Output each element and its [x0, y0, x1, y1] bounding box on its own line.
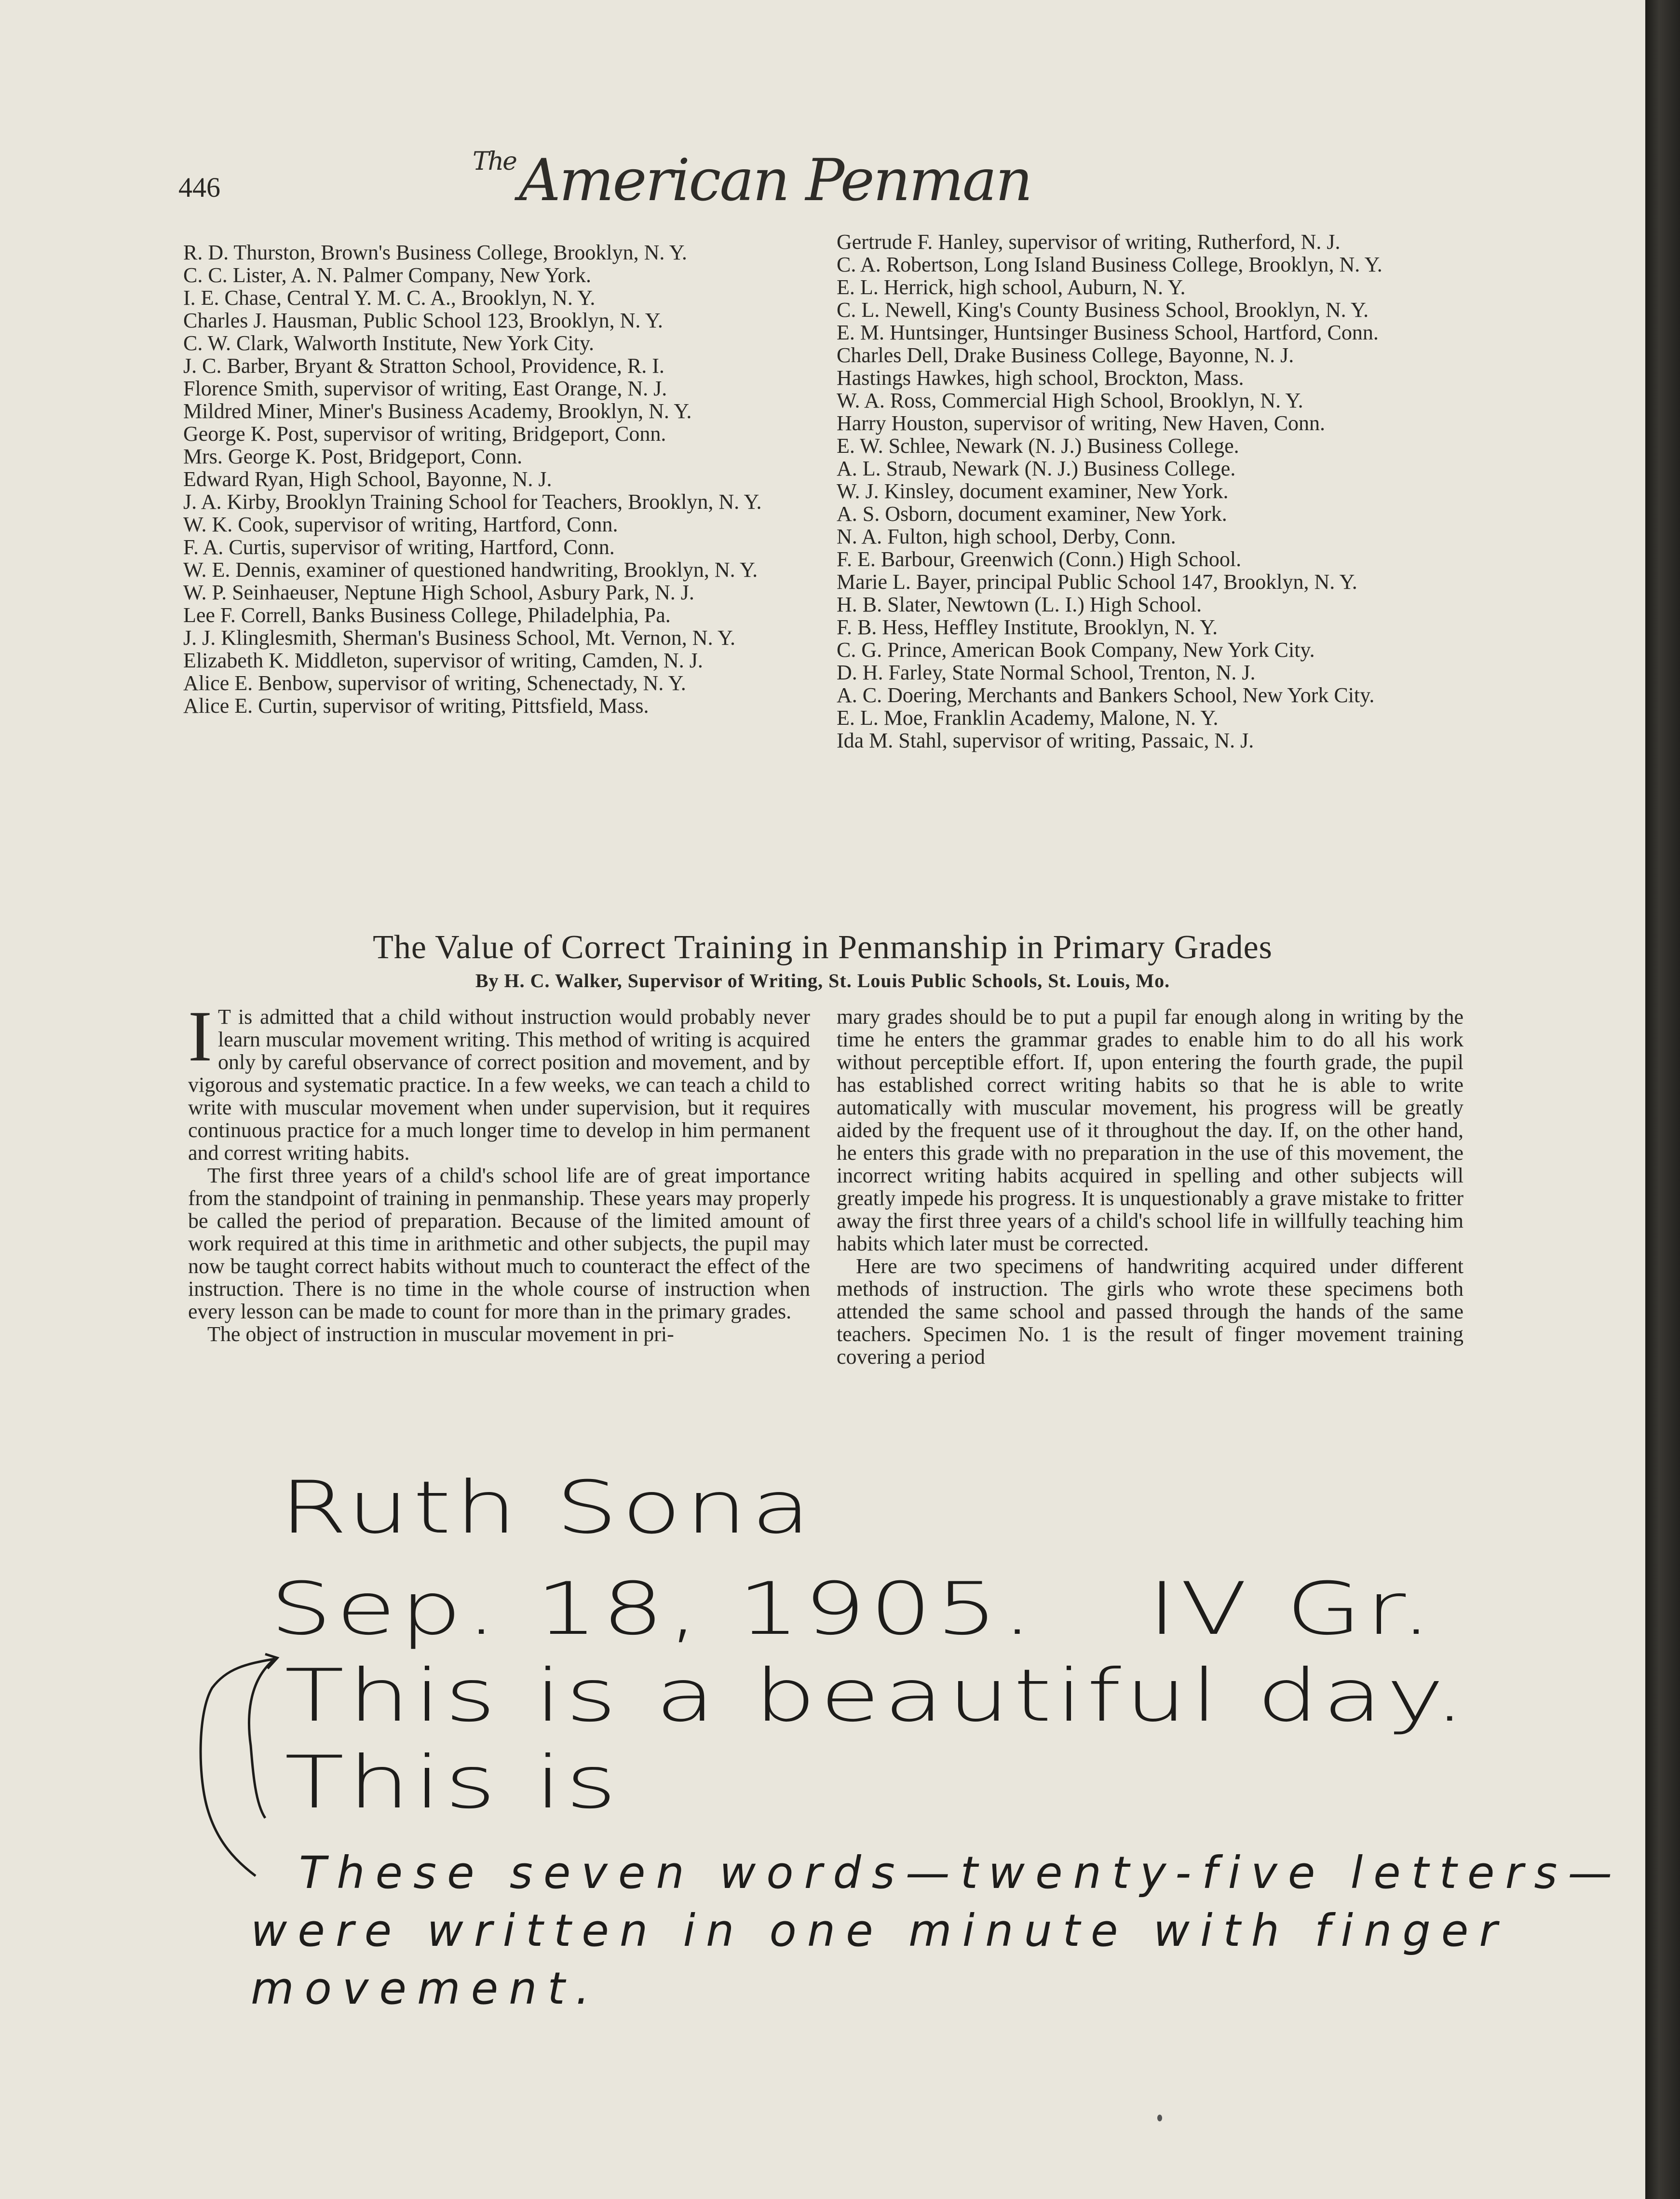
- list-item: R. D. Thurston, Brown's Business College, Brooklyn, N. Y.: [183, 241, 687, 264]
- specimen-line-1: This is a beautiful day.: [285, 1654, 1469, 1738]
- specimen-note-line-3: movement.: [251, 1963, 600, 2014]
- list-item: W. A. Ross, Commercial High School, Brooklyn, N. Y.: [837, 389, 1303, 412]
- book-binding-edge: [1645, 0, 1680, 2199]
- specimen-grade: IV Gr.: [1148, 1567, 1436, 1651]
- list-item: E. W. Schlee, Newark (N. J.) Business College.: [837, 434, 1239, 458]
- list-item: F. E. Barbour, Greenwich (Conn.) High School.: [837, 547, 1242, 571]
- article-column-right: [837, 1005, 1463, 1368]
- list-item: Hastings Hawkes, high school, Brockton, Mass.: [837, 366, 1244, 390]
- list-item: E. M. Huntsinger, Huntsinger Business School, Hartford, Conn.: [837, 321, 1379, 344]
- article-column-left: [188, 996, 810, 1346]
- specimen-line-2: This is: [285, 1741, 621, 1825]
- list-item: A. C. Doering, Merchants and Bankers School, New York City.: [837, 683, 1375, 707]
- article-paragraph: The first three years of a child's school life are of great importance from the standpoint of training in penmanship. These years may properly be called the period of preparation. Because of the limited amount of work required at this time in arithmetic and other subjects, the pupil may now be taught correct habits without much to counteract the effect of the instruction. There is no time in the whole course of instruction when every lesson can be made to count for more than in the primary grades.: [188, 1164, 810, 1323]
- list-item: W. P. Seinhaeuser, Neptune High School, Asbury Park, N. J.: [183, 581, 694, 604]
- list-item: C. A. Robertson, Long Island Business College, Brooklyn, N. Y.: [837, 253, 1382, 276]
- masthead-the: The: [473, 147, 516, 176]
- list-item: A. L. Straub, Newark (N. J.) Business College.: [837, 457, 1236, 480]
- list-item: Florence Smith, supervisor of writing, East Orange, N. J.: [183, 377, 667, 400]
- article-paragraph: mary grades should be to put a pupil far enough along in writing by the time he enters the grammar grades to enable him to do all his work without perceptible effort. If, upon entering the fourth grade, the pupil has established correct writing habits so that he is able to write automatically with muscular movement, his progress will be greatly aided by the frequent use of it throughout the day. If, on the other hand, he enters this grade with no preparation in the use of this movement, the incorrect writing habits acquired in spelling and other subjects will greatly impede his progress. It is unquestionably a grave mistake to fritter away the first three years of a child's school life in willfully teaching him habits which later must be corrected.: [837, 1005, 1463, 1255]
- list-item: Ida M. Stahl, supervisor of writing, Passaic, N. J.: [837, 729, 1254, 752]
- page-speck: [1157, 2115, 1162, 2121]
- list-item: A. S. Osborn, document examiner, New York.: [837, 502, 1227, 526]
- list-item: Alice E. Benbow, supervisor of writing, Schenectady, N. Y.: [183, 671, 686, 695]
- specimen-name: Ruth Sona: [280, 1466, 815, 1550]
- list-item: Charles Dell, Drake Business College, Bayonne, N. J.: [837, 343, 1294, 367]
- list-item: J. J. Klinglesmith, Sherman's Business School, Mt. Vernon, N. Y.: [183, 626, 736, 650]
- attendee-list-right: [837, 231, 1463, 752]
- list-item: J. C. Barber, Bryant & Stratton School, Providence, R. I.: [183, 354, 664, 378]
- list-item: F. A. Curtis, supervisor of writing, Hartford, Conn.: [183, 535, 615, 559]
- list-item: W. K. Cook, supervisor of writing, Hartford, Conn.: [183, 513, 618, 536]
- list-item: C. W. Clark, Walworth Institute, New York City.: [183, 331, 595, 355]
- list-item: George K. Post, supervisor of writing, Bridgeport, Conn.: [183, 422, 666, 446]
- list-item: C. G. Prince, American Book Company, New York City.: [837, 638, 1315, 662]
- list-item: Gertrude F. Hanley, supervisor of writing, Rutherford, N. J.: [837, 230, 1341, 254]
- article-title: The Value of Correct Training in Penmanship in Primary Grades: [373, 929, 1273, 966]
- list-item: I. E. Chase, Central Y. M. C. A., Brooklyn, N. Y.: [183, 286, 596, 310]
- list-item: Marie L. Bayer, principal Public School 147, Brooklyn, N. Y.: [837, 570, 1357, 594]
- article-paragraph: Here are two specimens of handwriting acquired under different methods of instruction. The girls who wrote these specimens both attended the same school and passed through the hands of the same teachers. Specimen No. 1 is the result of finger movement training covering a period: [837, 1254, 1463, 1369]
- list-item: H. B. Slater, Newtown (L. I.) High School.: [837, 593, 1202, 616]
- list-item: W. J. Kinsley, document examiner, New York.: [837, 479, 1229, 503]
- bracket-arrow-icon: [193, 1649, 289, 1900]
- masthead-logo: [473, 147, 1075, 224]
- list-item: Elizabeth K. Middleton, supervisor of writing, Camden, N. J.: [183, 649, 703, 672]
- list-item: Harry Houston, supervisor of writing, New Haven, Conn.: [837, 411, 1326, 435]
- list-item: Lee F. Correll, Banks Business College, Philadelphia, Pa.: [183, 603, 671, 627]
- article-byline: By H. C. Walker, Supervisor of Writing, St. Louis Public Schools, St. Louis, Mo.: [475, 970, 1170, 991]
- list-item: Mildred Miner, Miner's Business Academy, Brooklyn, N. Y.: [183, 399, 692, 423]
- list-item: F. B. Hess, Heffley Institute, Brooklyn, N. Y.: [837, 615, 1218, 639]
- handwriting-specimen: [193, 1466, 1623, 2016]
- list-item: Mrs. George K. Post, Bridgeport, Conn.: [183, 445, 523, 468]
- list-item: C. L. Newell, King's County Business School, Brooklyn, N. Y.: [837, 298, 1369, 322]
- list-item: N. A. Fulton, high school, Derby, Conn.: [837, 525, 1176, 548]
- list-item: J. A. Kirby, Brooklyn Training School for Teachers, Brooklyn, N. Y.: [183, 490, 762, 514]
- specimen-note-line-2: were written in one minute with finger: [251, 1905, 1508, 1956]
- article-paragraph: I T is admitted that a child without instruction would probably never learn muscular movement writing. This method of writing is acquired only by careful observance of correct position and movement, and by vigorous and systematic practice. In a few weeks, we can teach a child to write with muscular movement when under supervision, but it requires continuous practice for a much longer time to develop in him permanent and correst writing habits.: [188, 996, 810, 1165]
- list-item: D. H. Farley, State Normal School, Trenton, N. J.: [837, 661, 1256, 684]
- list-item: E. L. Moe, Franklin Academy, Malone, N. Y.: [837, 706, 1219, 730]
- list-item: W. E. Dennis, examiner of questioned handwriting, Brooklyn, N. Y.: [183, 558, 758, 582]
- list-item: Alice E. Curtin, supervisor of writing, Pittsfield, Mass.: [183, 694, 649, 718]
- list-item: Edward Ryan, High School, Bayonne, N. J.: [183, 467, 552, 491]
- drop-cap: I: [188, 996, 212, 1076]
- list-item: C. C. Lister, A. N. Palmer Company, New York.: [183, 263, 592, 287]
- attendee-list-left: [183, 241, 796, 717]
- list-item: E. L. Herrick, high school, Auburn, N. Y.: [837, 275, 1186, 299]
- specimen-note-line-1: These seven words—twenty-five letters—: [299, 1847, 1623, 1899]
- page-number: 446: [178, 172, 220, 203]
- masthead-title: American Penman: [518, 147, 1031, 214]
- article-paragraph: The object of instruction in muscular movement in pri-: [207, 1322, 674, 1346]
- list-item: Charles J. Hausman, Public School 123, Brooklyn, N. Y.: [183, 309, 663, 332]
- specimen-date: Sep. 18, 1905.: [270, 1567, 1037, 1651]
